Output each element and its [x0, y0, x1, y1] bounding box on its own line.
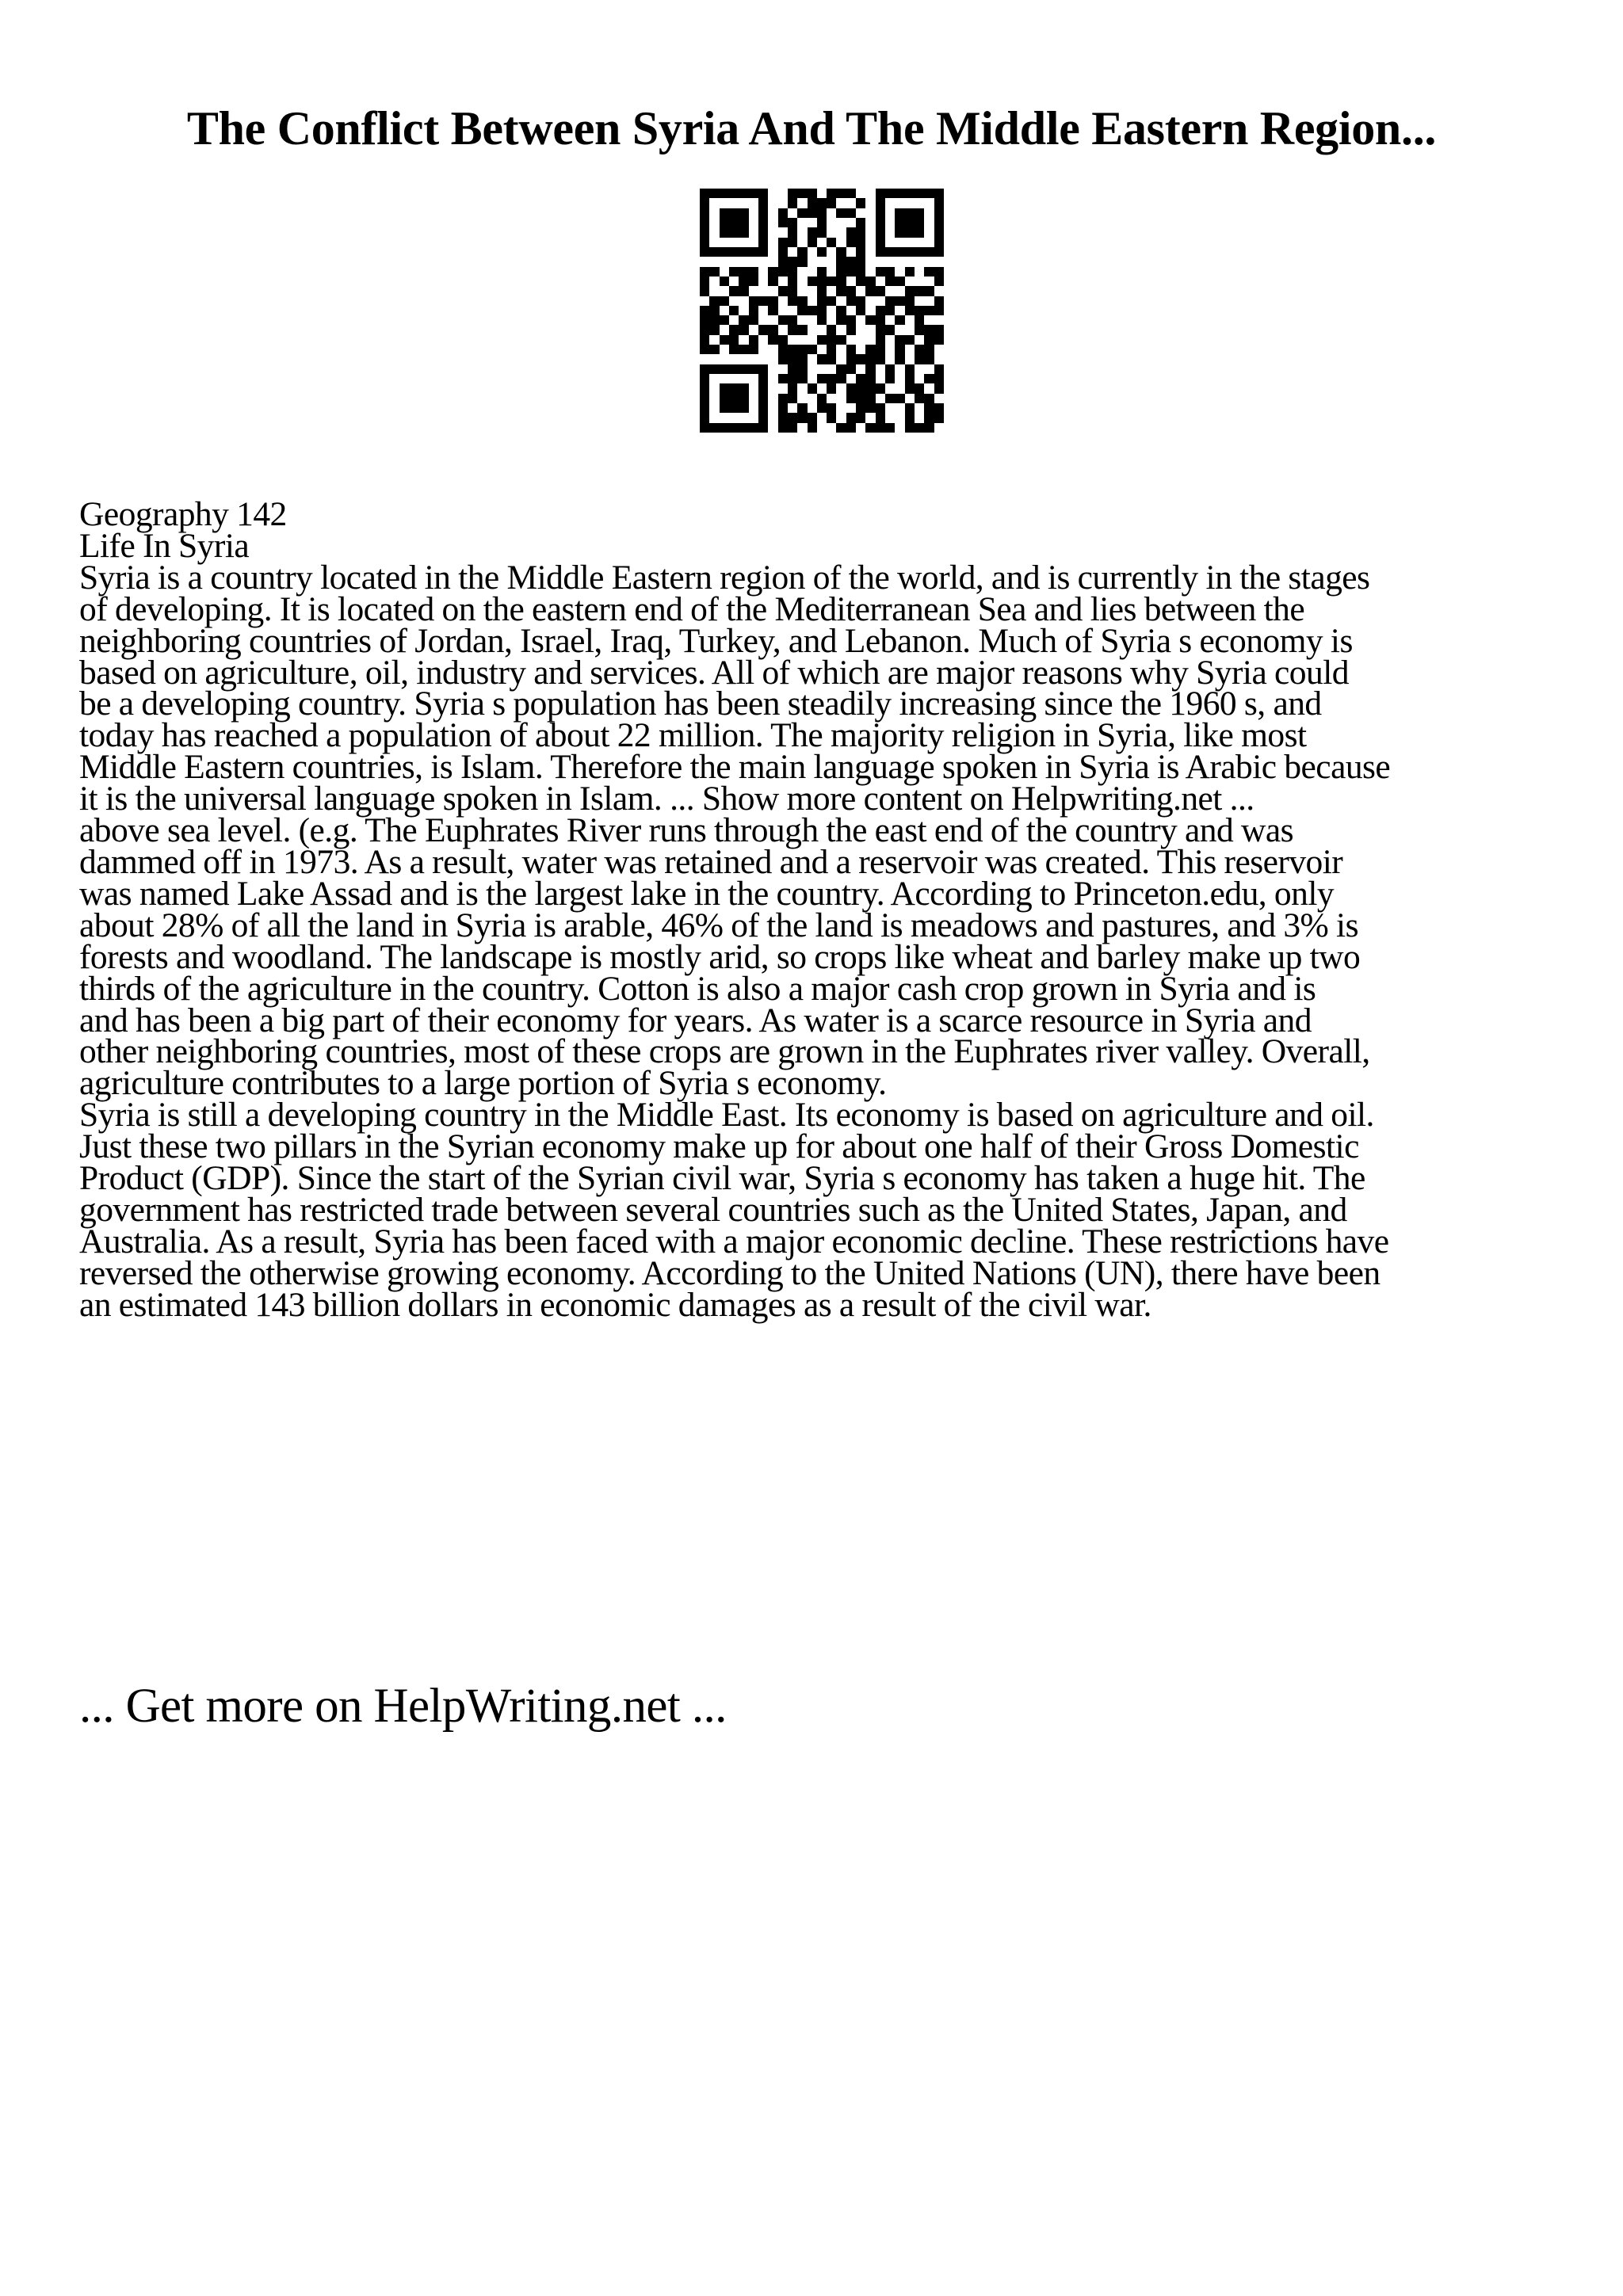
body-line: agriculture contributes to a large portion of Syria s economy. — [79, 1064, 887, 1103]
document-body — [79, 495, 1569, 1324]
body-line: was named Lake Assad and is the largest lake in the country. According to Princeton.edu, only — [79, 874, 1335, 913]
body-line: based on agriculture, oil, industry and services. All of which are major reasons why Syria could — [79, 653, 1349, 692]
body-line: and has been a big part of their economy for years. As water is a scarce resource in Syria and — [79, 1001, 1312, 1039]
body-line: other neighboring countries, most of these crops are grown in the Euphrates river valley. Overall, — [79, 1032, 1370, 1071]
body-line: government has restricted trade between several countries such as the United States, Japan, and — [79, 1190, 1347, 1229]
body-line: Product (GDP). Since the start of the Syrian civil war, Syria s economy has taken a huge hit. The — [79, 1159, 1365, 1198]
body-line: above sea level. (e.g. The Euphrates River runs through the east end of the country and was — [79, 811, 1294, 850]
body-line: be a developing country. Syria s population has been steadily increasing since the 1960 s, and — [79, 685, 1322, 723]
body-line: neighboring countries of Jordan, Israel, Iraq, Turkey, and Lebanon. Much of Syria s economy is — [79, 621, 1353, 660]
body-line: about 28% of all the land in Syria is arable, 46% of the land is meadows and pastures, and 3% is — [79, 906, 1358, 944]
essay-subtitle: Life In Syria — [79, 526, 250, 565]
body-line: of developing. It is located on the eastern end of the Mediterranean Sea and lies between the — [79, 589, 1305, 628]
qr-code-icon[interactable] — [700, 189, 944, 433]
body-line: Syria is still a developing country in the Middle East. Its economy is based on agriculture and oil. — [79, 1096, 1374, 1135]
show-more-line[interactable]: it is the universal language spoken in Islam. ... Show more content on Helpwriting.net ... — [79, 780, 1254, 818]
body-line: dammed off in 1973. As a result, water was retained and a reservoir was created. This reservoir — [79, 842, 1343, 881]
body-line: Australia. As a result, Syria has been faced with a major economic decline. These restrictions have — [79, 1222, 1389, 1261]
body-line: reversed the otherwise growing economy. According to the United Nations (UN), there have been — [79, 1253, 1381, 1292]
body-line: Syria is a country located in the Middle Eastern region of the world, and is currently in the stages — [79, 558, 1370, 597]
body-line: Just these two pillars in the Syrian economy make up for about one half of their Gross Domestic — [79, 1127, 1359, 1166]
course-label: Geography 142 — [79, 495, 287, 533]
body-line: Middle Eastern countries, is Islam. Therefore the main language spoken in Syria is Arabic because — [79, 748, 1391, 787]
body-line: forests and woodland. The landscape is mostly arid, so crops like wheat and barley make up two — [79, 937, 1361, 976]
get-more-link[interactable]: ... Get more on HelpWriting.net ... — [79, 1680, 727, 1733]
body-line: today has reached a population of about 22 million. The majority religion in Syria, like most — [79, 716, 1307, 755]
body-line: an estimated 143 billion dollars in economic damages as a result of the civil war. — [79, 1285, 1151, 1324]
page-title: The Conflict Between Syria And The Middle Eastern Region... — [186, 102, 1437, 154]
body-line: thirds of the agriculture in the country. Cotton is also a major cash crop grown in Syria and is — [79, 969, 1316, 1008]
